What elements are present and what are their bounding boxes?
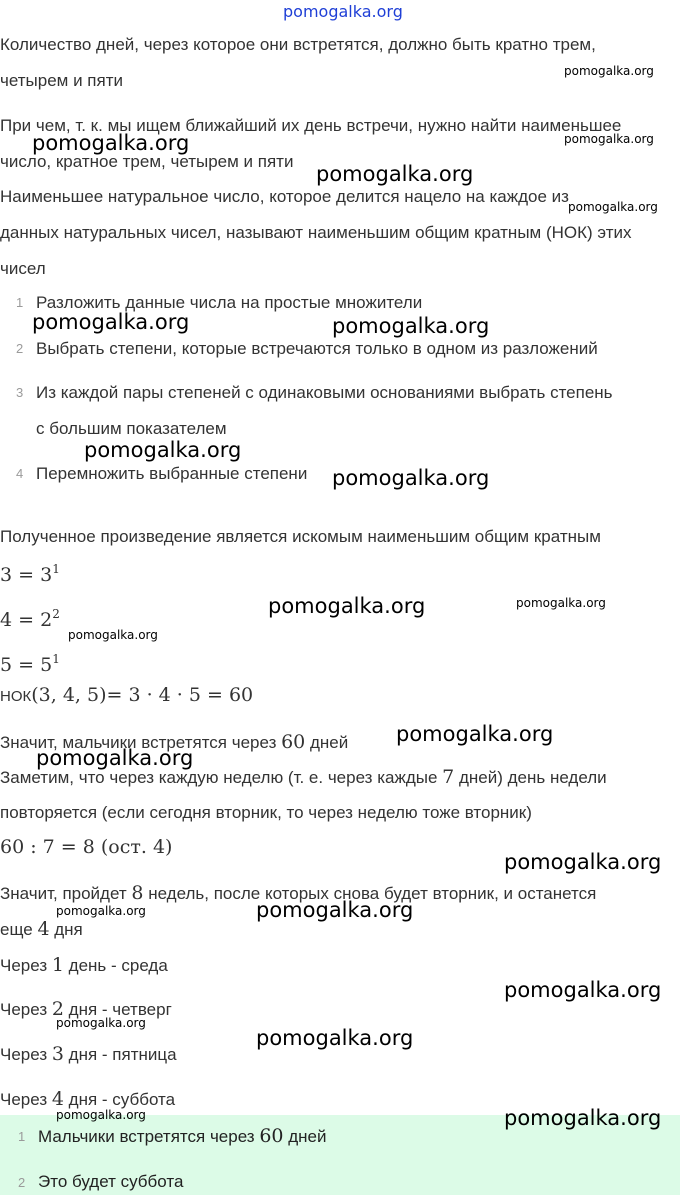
nok-equation: НОК(3, 4, 5)= 3 · 4 · 5 = 60: [0, 684, 254, 706]
watermark: pomogalka.org: [332, 314, 490, 338]
watermark: pomogalka.org: [268, 594, 426, 618]
watermark: pomogalka.org: [36, 746, 194, 770]
paragraph-3-line-2: данных натуральных чисел, называют наименьшим общим кратным (НОК) этих: [0, 223, 632, 242]
step-3-text-line-2: с большим показателем: [36, 419, 227, 438]
step-4-number: 4: [16, 466, 24, 481]
watermark: pomogalka.org: [56, 904, 146, 918]
step-2-number: 2: [16, 341, 24, 356]
top-watermark[interactable]: pomogalka.org: [283, 2, 403, 21]
watermark: pomogalka.org: [396, 722, 554, 746]
day-4: Через 4 дня - суббота: [0, 1088, 176, 1110]
answer-1-number: 1: [18, 1129, 26, 1144]
equation-5: $5 = 5^1$: [0, 652, 60, 676]
watermark: pomogalka.org: [564, 132, 654, 146]
step-1-number: 1: [16, 295, 24, 310]
watermark: pomogalka.org: [32, 131, 190, 155]
step-3-text-line-1: Из каждой пары степеней с одинаковыми основаниями выбрать степень: [36, 383, 613, 402]
division-equation: 60 : 7 = 8 (ост. 4): [0, 836, 173, 858]
paragraph-3-line-3: чисел: [0, 259, 46, 278]
equation-3: $3 = 3^1$: [0, 562, 60, 586]
watermark: pomogalka.org: [56, 1016, 146, 1030]
watermark: pomogalka.org: [256, 1026, 414, 1050]
answer-2-number: 2: [18, 1175, 26, 1190]
watermark: pomogalka.org: [32, 310, 190, 334]
weeks-conclusion-line-1: Значит, пройдет 8 недель, после которых снова будет вторник, и останется: [0, 882, 597, 904]
result-text: Полученное произведение является искомым наименьшим общим кратным: [0, 527, 601, 546]
watermark: pomogalka.org: [516, 596, 606, 610]
watermark: pomogalka.org: [68, 628, 158, 642]
paragraph-2-line-1: При чем, т. к. мы ищем ближайший их день встречи, нужно найти наименьшее: [0, 116, 622, 135]
watermark: pomogalka.org: [316, 162, 474, 186]
watermark: pomogalka.org: [568, 200, 658, 214]
watermark: pomogalka.org: [84, 438, 242, 462]
step-4-text: Перемножить выбранные степени: [36, 464, 308, 483]
step-3-number: 3: [16, 385, 24, 400]
equation-4: $4 = 2^2$: [0, 607, 60, 631]
watermark: pomogalka.org: [504, 850, 662, 874]
watermark: pomogalka.org: [56, 1108, 146, 1122]
week-remark-line-2: повторяется (если сегодня вторник, то через неделю тоже вторник): [0, 803, 532, 822]
day-3: Через 3 дня - пятница: [0, 1043, 177, 1065]
step-2-text: Выбрать степени, которые встречаются только в одном из разложений: [36, 339, 598, 358]
paragraph-1-line-1: Количество дней, через которое они встретятся, должно быть кратно трем,: [0, 35, 596, 54]
paragraph-1-line-2: четырем и пяти: [0, 71, 123, 90]
step-1-text: Разложить данные числа на простые множители: [36, 293, 423, 312]
week-remark-line-1: Заметим, что через каждую неделю (т. е. через каждые 7 дней) день недели: [0, 766, 607, 788]
day-1: Через 1 день - среда: [0, 954, 168, 976]
watermark: pomogalka.org: [332, 466, 490, 490]
paragraph-3-line-1: Наименьшее натуральное число, которое делится нацело на каждое из: [0, 187, 569, 206]
watermark: pomogalka.org: [504, 1106, 662, 1130]
watermark: pomogalka.org: [564, 64, 654, 78]
day-2: Через 2 дня - четверг: [0, 998, 172, 1020]
answer-1-text: Мальчики встретятся через 60 дней: [38, 1125, 327, 1147]
conclusion-60-days: Значит, мальчики встретятся через 60 дней: [0, 731, 349, 753]
paragraph-2-line-2: число, кратное трем, четырем и пяти: [0, 152, 294, 171]
weeks-conclusion-line-2: еще 4 дня: [0, 918, 83, 940]
answer-2-text: Это будет суббота: [38, 1172, 184, 1191]
watermark: pomogalka.org: [256, 898, 414, 922]
watermark: pomogalka.org: [504, 978, 662, 1002]
